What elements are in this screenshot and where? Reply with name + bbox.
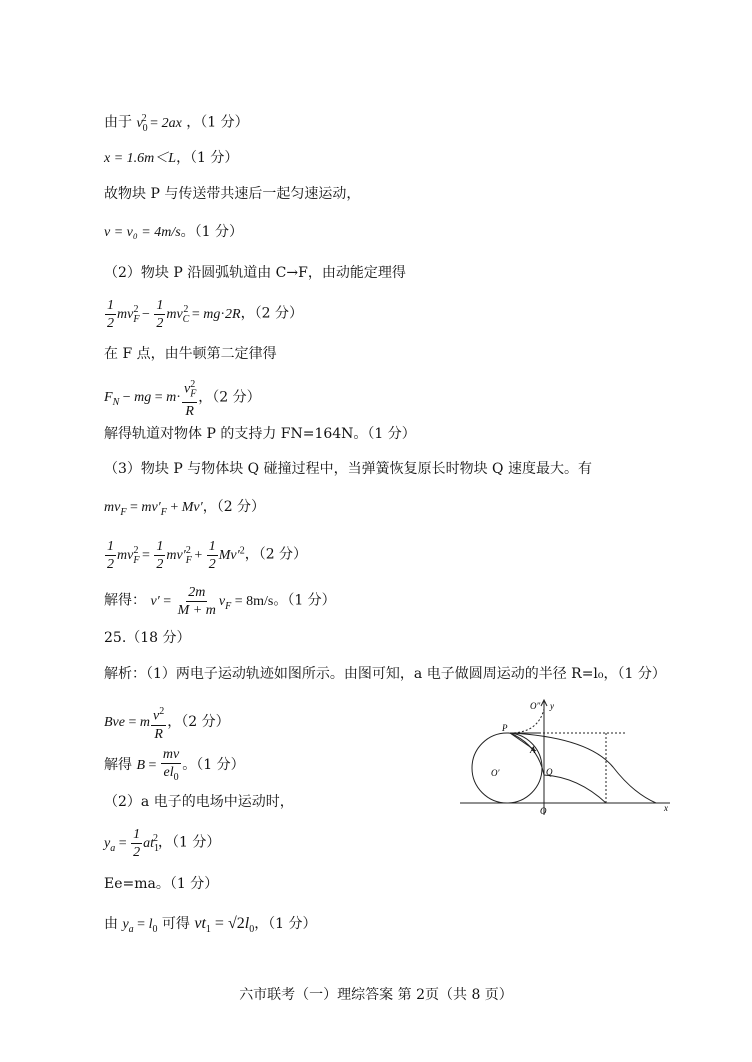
line-2 <box>104 148 238 169</box>
equation: B = $\frac{mv}{el_0}$ <box>136 747 180 783</box>
score-note: 。（1 分） <box>182 757 245 774</box>
equation: $v_0^2 = 2ax$ <box>136 113 182 134</box>
score-note: ，（2 分） <box>244 546 308 563</box>
line-6 <box>104 297 303 332</box>
label-q: Q <box>546 767 553 777</box>
text-pre: 由于 <box>104 114 132 131</box>
label-x: x <box>664 803 668 813</box>
line-18 <box>104 792 294 812</box>
score-note: ，（2 分） <box>202 499 266 515</box>
line-3 <box>104 184 360 204</box>
text: 故物块 P 与传送带共速后一起匀速运动， <box>104 186 361 202</box>
line-1 <box>104 109 249 138</box>
line-12 <box>104 538 307 573</box>
circle-o-prime <box>472 733 542 803</box>
equation: v′ = $\frac{2m}{M + m}$ $v_F = 8m/s$ <box>150 585 274 618</box>
line-8 <box>104 376 261 420</box>
equation: v = v₀ = 4m/s <box>104 225 181 240</box>
label-a: A <box>530 745 536 755</box>
label-y: y <box>550 701 554 711</box>
line-4 <box>104 222 243 243</box>
line-15 <box>104 664 666 684</box>
text: （2）物块 P 沿圆弧轨道由 C→F，由动能定理得 <box>104 265 406 281</box>
line-7 <box>104 344 277 364</box>
text: 解析：（1）两电子运动轨迹如图所示。由图可知，a 电子做圆周运动的半径 R=l₀，（1 分） <box>104 666 666 682</box>
equation: $y_a = l_0$ <box>122 917 158 935</box>
equation: $F_N$ − mg = m· $\frac{v_F^2}{R}$ <box>104 390 198 405</box>
line-13 <box>104 584 336 619</box>
text-mid: 可得 <box>161 916 190 932</box>
score-note: ，（1 分） <box>158 834 221 851</box>
line-16 <box>104 703 230 743</box>
text-pre: 由 <box>104 916 118 932</box>
score-note: ，（2 分） <box>167 714 230 731</box>
score-note: ，（1 分） <box>176 150 239 166</box>
score-note: ，（2 分） <box>240 305 303 322</box>
label-o-prime: O′ <box>491 768 500 778</box>
text: 解得轨道对物体 P 的支持力 FN=164N。（1 分） <box>104 426 416 442</box>
label-p: P <box>502 723 508 733</box>
line-20 <box>104 874 218 894</box>
equation: $mv_F = mv'_F + Mv'$ <box>104 500 203 518</box>
line-11 <box>104 497 265 523</box>
page-footer: 六市联考（一）理综答案 第 2页（共 8 页） <box>239 987 513 1003</box>
equation: $\frac{1}{2}$ $mv_F^2$ = $\frac{1}{2}$ $mv'_F^2$ + $\frac{1}{2}$ $Mv'^2$ <box>107 539 245 572</box>
line-10 <box>104 459 592 479</box>
line-21 <box>104 914 317 940</box>
score-note: ，（2 分） <box>198 389 261 406</box>
trajectory-diagram <box>458 697 678 817</box>
text: 在 F 点，由牛顿第二定律得 <box>104 346 277 362</box>
equation: Bve = m $\frac{v^2}{R}$ <box>104 715 167 730</box>
equation: x = 1.6m＜L <box>104 151 177 166</box>
text-pre: 解得： <box>104 592 146 609</box>
text: （3）物块 P 与物体块 Q 碰撞过程中，当弹簧恢复原长时物块 Q 速度最大。有 <box>104 461 592 477</box>
line-14 <box>104 628 191 648</box>
score-note: ，（1 分） <box>186 114 249 131</box>
text: （2）a 电子的电场中运动时， <box>104 794 294 810</box>
line-5 <box>104 263 406 283</box>
equation: $y_a$ = $\frac{1}{2}$ $at_1^2$ <box>104 827 160 860</box>
line-17 <box>104 746 245 786</box>
score-note: 。（1 分） <box>180 224 243 240</box>
score-note: 。（1 分） <box>273 592 336 609</box>
equation: $vt_1 = √2l_0$ <box>194 915 255 936</box>
text: Ee=ma。（1 分） <box>104 876 219 892</box>
line-9 <box>104 424 416 444</box>
label-o: O <box>540 806 547 816</box>
question-number: 25.（18 分） <box>104 630 191 646</box>
score-note: ，（1 分） <box>254 916 317 932</box>
label-o2: O″ <box>530 701 541 711</box>
line-19 <box>104 826 220 861</box>
equation: $\frac{1}{2}$ $mv_F^2$ − $\frac{1}{2}$ $mv_C^2 = mg\cdot 2R$ <box>107 298 241 331</box>
text-pre: 解得 <box>104 757 132 774</box>
